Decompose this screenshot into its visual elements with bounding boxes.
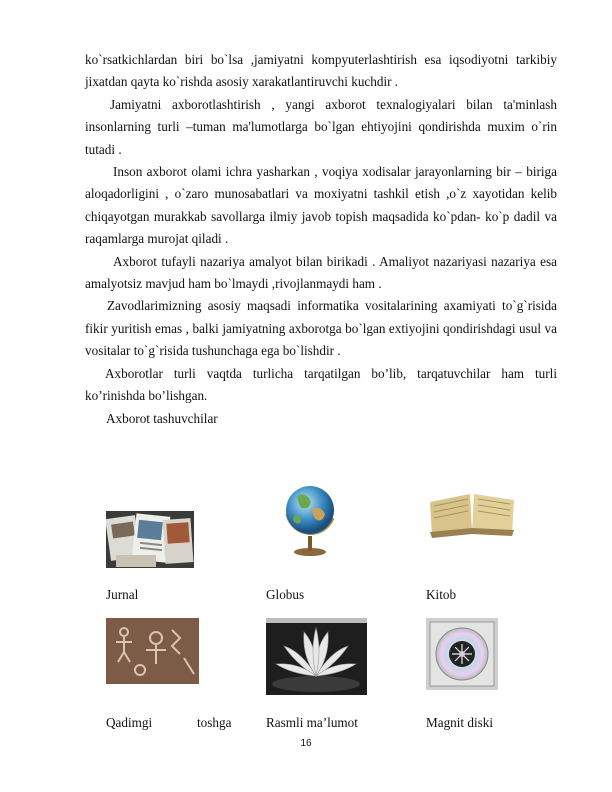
paragraph-2: Jamiyatni axborotlashtirish , yangi axborot texnalogiyalari bilan ta'minlash insonlarning turli –tuman ma'lumotlarga bo`lgan ehtiyojini qondirishda muxim o`rin tutadi .: [85, 96, 557, 157]
caption-rasmli-malumot: Rasmli ma’lumot: [266, 715, 358, 730]
caption-qadimgi: Qadimgi: [106, 715, 153, 730]
body-text: [85, 49, 557, 430]
caption-jurnal: Jurnal: [106, 587, 139, 602]
section-heading: Axborot tashuvchilar: [106, 410, 218, 426]
caption-toshga: toshga: [197, 715, 232, 730]
caption-magnit-diski: Magnit diski: [426, 715, 494, 730]
paragraph-3: Inson axborot olami ichra yasharkan , voqiya xodisalar jarayonlarning bir – biriga aloqadorligini , o`zaro munosabatlari va moxiyatni tashkil etish ,o`z xayotidan kelib chiqayotgan murakkab savollarga ilmiy javob topish maqsadida ko`pdan- ko`p dadil va raqamlarga murojat qiladi .: [85, 164, 557, 247]
globe-photo: [275, 478, 345, 558]
lotus-photo: [266, 618, 367, 695]
paragraph-4: Axborot tufayli nazariya amalyot bilan birikadi . Amaliyot nazariyasi nazariya esa amalyotsiz mavjud ham bo`lmaydi ,rivojlanmaydi ham .: [85, 253, 557, 292]
page-number: 16: [300, 738, 312, 749]
paragraph-1: ko`rsatkichlardan biri bo`lsa ,jamiyatni kompyuterlashtirish esa iqsodiyotni tarkibiy jixatdan qayta ko`rishda asosiy xarakatlantiruvchi kuchdir .: [85, 52, 557, 90]
paragraph-6: Axborotlar turli vaqtda turlicha tarqatilgan bo’lib, tarqatuvchilar ham turli ko’rinishda bo’lishgan.: [85, 365, 557, 404]
petroglyph-photo: [106, 618, 199, 684]
paragraph-5: Zavodlarimizning asosiy maqsadi informatika vositalarining axamiyati to`g`risida fikir yuritish emas , balki jamiyatning axborotga bo`lgan extiyojini qondirishdagi usul va vositalar to`g`risida tushunchaga ega bo`lishdir .: [85, 298, 557, 359]
open-book-photo: [426, 488, 518, 538]
caption-globus: Globus: [266, 587, 305, 602]
cd-disc-photo: [426, 618, 498, 690]
magazines-photo: [106, 511, 194, 568]
caption-kitob: Kitob: [426, 587, 457, 602]
